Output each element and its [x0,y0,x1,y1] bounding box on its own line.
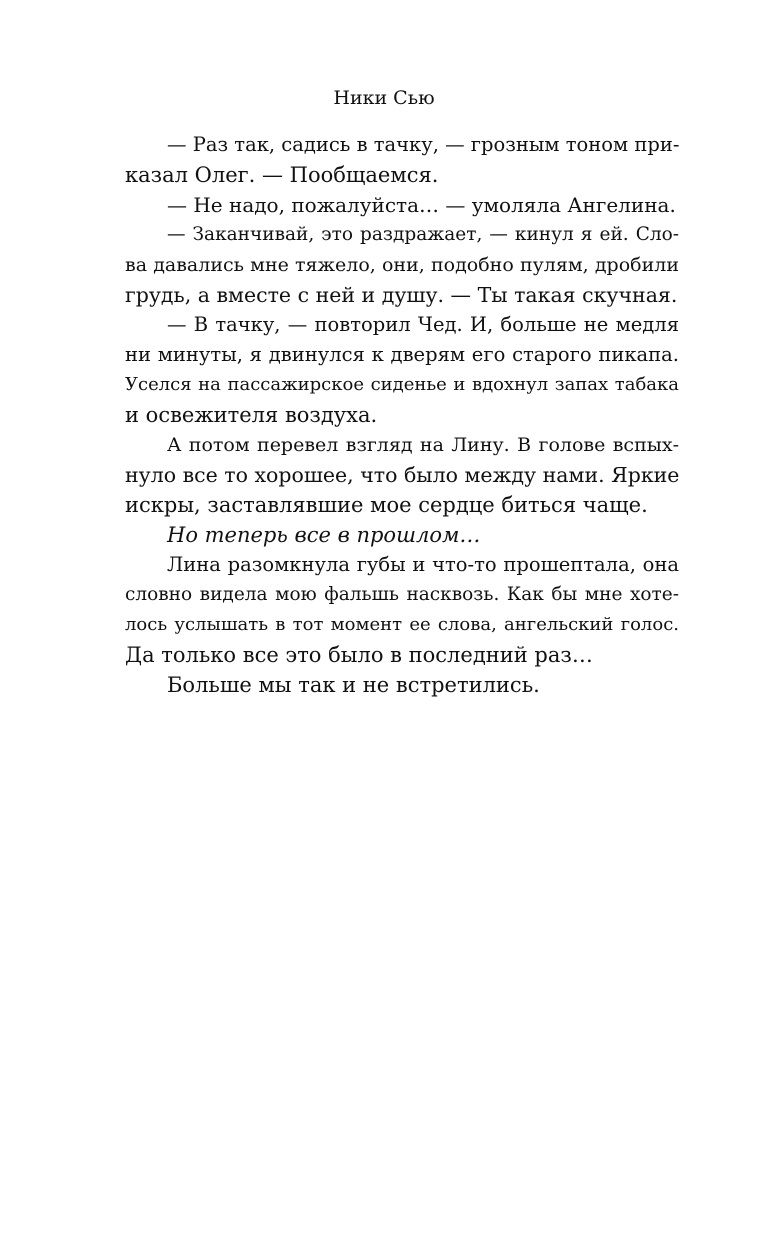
text-line: Да только все это было в последний раз… [125,643,593,667]
text-line: лось услышать в тот момент ее слова, ангельский голос. [125,614,679,635]
text-line: нуло все то хорошее, что было между нами. Яркие [125,463,679,487]
text-line: — Не надо, пожалуйста… — умоляла Ангелина. [167,193,676,217]
text-line: ни минуты, я двинулся к дверям его старого пикапа. [125,343,679,366]
text-line: и освежителя воздуха. [125,403,378,427]
body-text [125,130,679,700]
text-line: Больше мы так и не встретились. [167,673,540,697]
text-line: Лина разомкнула губы и что-то прошептала, она [167,553,679,576]
text-line: ва давались мне тяжело, они, подобно пулям, дробили [125,254,679,276]
text-line: Но теперь все в прошлом… [167,523,481,547]
running-head-author: Ники Сью [333,87,435,109]
text-line: — В тачку, — повторил Чед. И, больше не медля [167,313,679,336]
text-line: — Раз так, садись в тачку, — грозным тоном при- [167,133,679,156]
text-line: А потом перевел взгляд на Лину. В голове вспых- [167,434,679,456]
text-line: словно видела мою фальшь насквозь. Как бы мне хоте- [125,584,679,605]
text-line: искры, заставлявшие мое сердце биться чаще. [125,493,648,517]
text-line: казал Олег. — Пообщаемся. [125,163,439,187]
text-line: Уселся на пассажирское сиденье и вдохнул запах табака [125,374,679,395]
text-line: — Заканчивай, это раздражает, — кинул я ей. Сло- [167,224,679,245]
text-line: грудь, а вместе с ней и душу. — Ты такая скучная. [125,283,678,307]
